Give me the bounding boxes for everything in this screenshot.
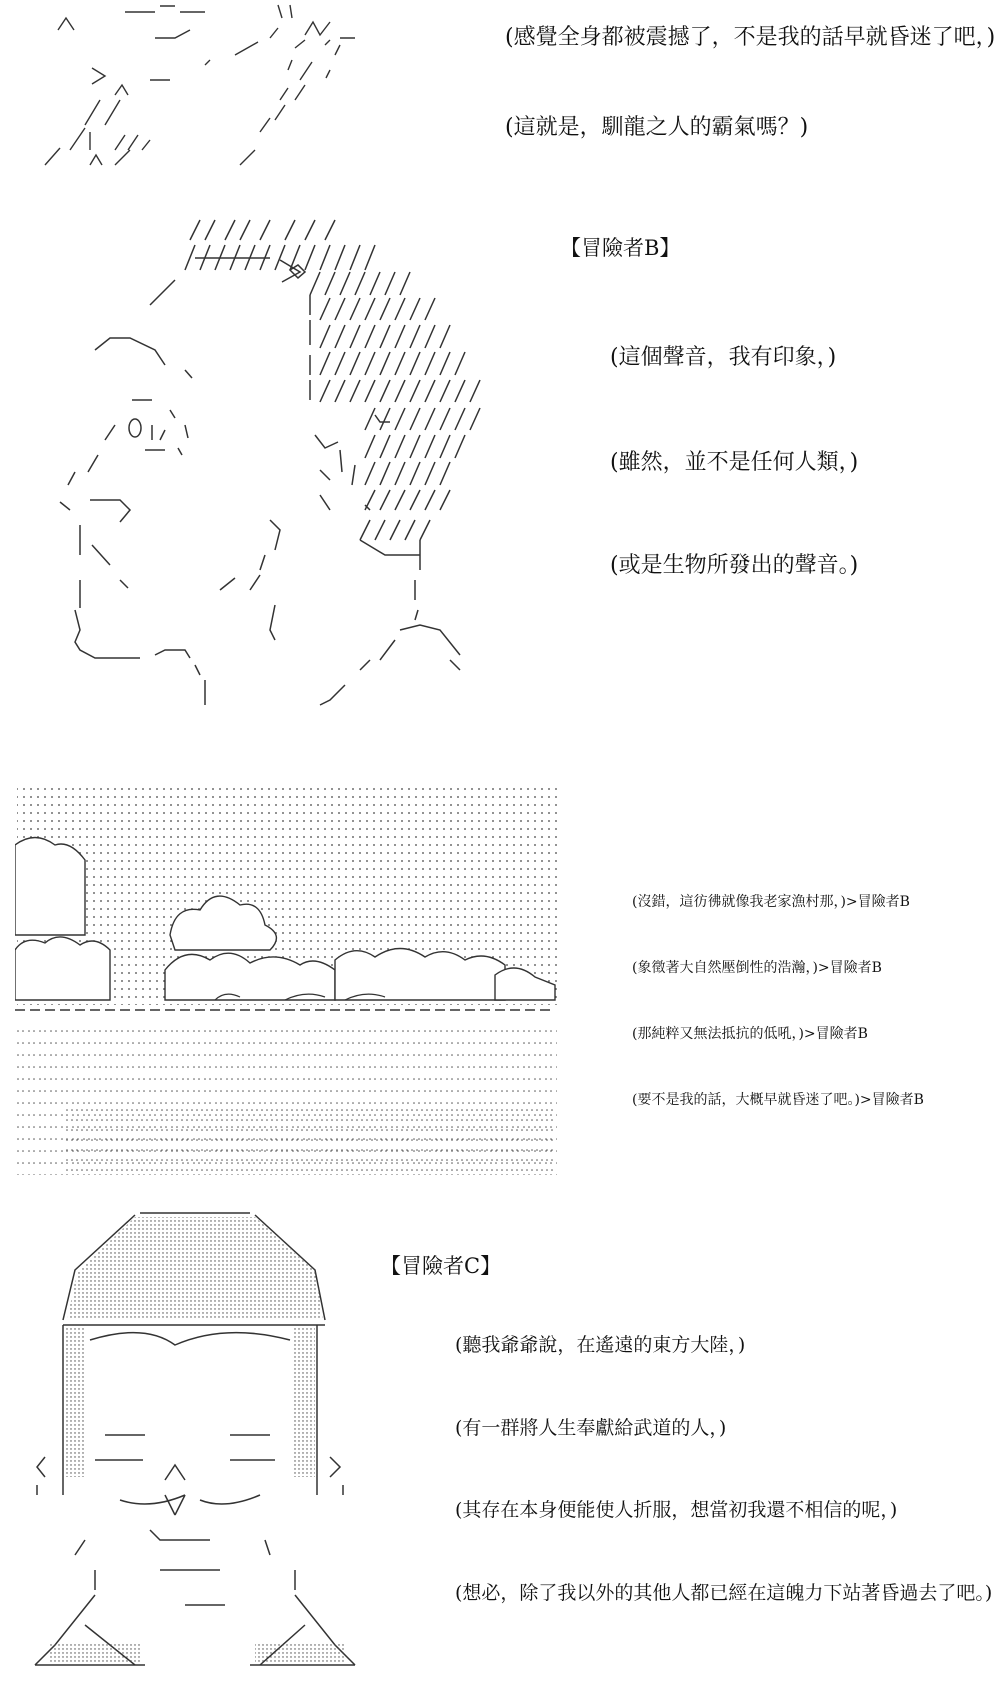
ascii-art-figure-c xyxy=(25,1195,405,1675)
speaker-label-b: 【冒險者B】 xyxy=(560,236,681,260)
panel-3-line-4: (要不是我的話，大概早就昏迷了吧。)>冒險者B xyxy=(632,1092,924,1108)
ascii-art-seascape xyxy=(15,785,575,1185)
panel-4-line-1: (聽我爺爺說，在遙遠的東方大陸，) xyxy=(455,1334,746,1356)
panel-4-line-2: (有一群將人生奉獻給武道的人，) xyxy=(455,1417,727,1439)
panel-1 xyxy=(0,0,1000,180)
panel-3-line-3: (那純粹又無法抵抗的低吼，)>冒險者B xyxy=(632,1026,868,1042)
cloud-bank-3 xyxy=(335,949,505,1001)
panel-2-line-3: (或是生物所發出的聲音。) xyxy=(610,553,859,578)
panel-3 xyxy=(0,785,1000,1190)
hair-right-dots xyxy=(293,1327,315,1477)
panel-1-line-2: (這就是，馴龍之人的霸氣嗎？) xyxy=(505,115,809,140)
ascii-art-figure-1 xyxy=(30,0,450,180)
panel-1-line-1: (感覺全身都被震撼了，不是我的話早就昏迷了吧，) xyxy=(505,25,996,50)
hat-dots xyxy=(67,1217,323,1320)
panel-4-line-4: (想必，除了我以外的其他人都已經在這魄力下站著昏過去了吧。) xyxy=(455,1582,993,1604)
panel-4-line-3: (其存在本身便能使人折服，想當初我還不相信的呢，) xyxy=(455,1499,898,1521)
panel-2 xyxy=(0,210,1000,760)
panel-2-line-2: (雖然，並不是任何人類，) xyxy=(610,450,859,475)
cloud-bank-1 xyxy=(15,937,110,1000)
cloud-left xyxy=(15,838,85,936)
speaker-label-c: 【冒險者C】 xyxy=(380,1254,502,1278)
hair-left-dots xyxy=(65,1327,85,1477)
hair-hatching xyxy=(185,220,480,540)
sea-dots-dense xyxy=(65,1105,555,1175)
panel-2-line-1: (這個聲音，我有印象，) xyxy=(610,345,837,370)
ascii-art-figure-2 xyxy=(20,210,540,760)
panel-4 xyxy=(0,1195,1000,1681)
panel-3-line-1: (沒錯，這彷彿就像我老家漁村那，)>冒險者B xyxy=(632,894,910,910)
robe-right-dots xyxy=(255,1643,345,1663)
robe-left-dots xyxy=(50,1643,140,1663)
panel-3-line-2: (象徵著大自然壓倒性的浩瀚，)>冒險者B xyxy=(632,960,882,976)
